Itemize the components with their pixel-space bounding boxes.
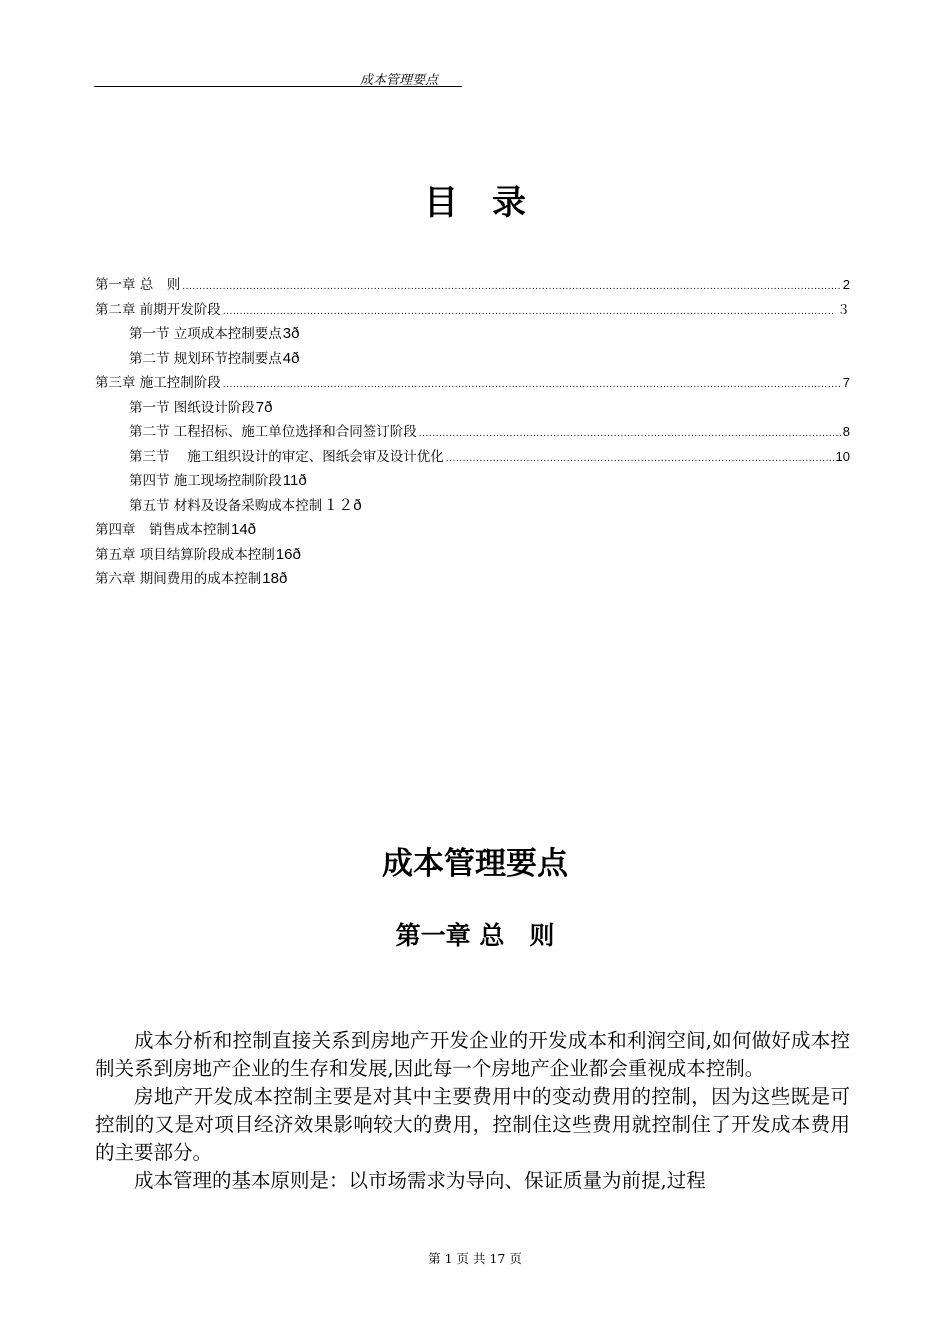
toc-entry-page: 18ð (262, 570, 288, 587)
toc-entry-label: 第二节 工程招标、施工单位选择和合同签订阶段 (129, 424, 417, 440)
toc-entry[interactable] (95, 567, 850, 592)
toc-entry-label: 第二章 前期开发阶段 (95, 301, 221, 318)
toc-entry-page: 4ð (282, 349, 300, 367)
toc-entry[interactable] (95, 494, 850, 519)
toc-entry-label: 第三章 施工控制阶段 (95, 375, 221, 391)
toc-leader-dots (419, 422, 841, 447)
toc-entry-label: 第一节 图纸设计阶段 (129, 399, 255, 416)
toc-entry[interactable] (95, 543, 850, 568)
toc-entry-label: 第二节 规划环节控制要点 (129, 350, 282, 367)
toc-entry[interactable] (95, 371, 850, 396)
toc-entry-page: ３ (836, 301, 850, 317)
toc-entry[interactable] (95, 445, 850, 470)
toc-entry-label: 第五章 项目结算阶段成本控制 (95, 546, 275, 563)
toc-entry[interactable] (95, 347, 850, 372)
toc-entry-page: 16ð (275, 545, 301, 563)
toc-entry[interactable] (95, 396, 850, 421)
toc-entry-page: 2 (842, 277, 850, 292)
paragraph: 成本分析和控制直接关系到房地产开发企业的开发成本和利润空间,如何做好成本控制关系到房地产企业的生存和发展,因此每一个房地产企业都会重视成本控制。 (95, 1029, 850, 1080)
toc-entry-label: 第一章 总 则 (95, 277, 181, 293)
toc-entry-page: 11ð (282, 472, 307, 489)
toc-entry-page: 3ð (282, 325, 300, 342)
running-header: 成本管理要点 (360, 73, 439, 88)
toc-entry-page: 10 (835, 448, 850, 464)
toc-entry-label: 第三节 施工组织设计的审定、图纸会审及设计优化 (129, 448, 444, 465)
toc-entry[interactable] (95, 420, 850, 445)
toc-entry-page: 8 (842, 424, 850, 439)
toc-entry-label: 第一节 立项成本控制要点 (129, 326, 282, 342)
toc-entry-page: １２ð (323, 496, 362, 514)
body-text (95, 1027, 850, 1195)
toc-entry[interactable] (95, 298, 850, 323)
toc-leader-dots (182, 275, 840, 300)
toc-leader-dots (446, 447, 834, 472)
toc-entry[interactable] (95, 322, 850, 347)
chapter-title: 第一章 总 则 (395, 921, 555, 950)
paragraph: 成本管理的基本原则是：以市场需求为导向、保证质量为前提,过程 (134, 1169, 706, 1192)
toc-leader-dots (223, 373, 841, 398)
toc-entry-label: 第六章 期间费用的成本控制 (95, 571, 262, 587)
toc-entry[interactable] (95, 273, 850, 298)
toc-entry-label: 第四节 施工现场控制阶段 (129, 473, 282, 489)
table-of-contents (95, 273, 850, 592)
toc-entry-page: 7 (842, 375, 850, 390)
toc-title: 目录 (424, 183, 560, 223)
page-footer: 第 1 页 共 17 页 (428, 1251, 522, 1266)
toc-entry-label: 第五节 材料及设备采购成本控制 (129, 497, 323, 514)
toc-leader-dots (223, 300, 835, 325)
paragraph: 房地产开发成本控制主要是对其中主要费用中的变动费用的控制，因为这些既是可控制的又是对项目经济效果影响较大的费用，控制住这些费用就控制住了开发成本费用的主要部分。 (95, 1085, 850, 1164)
toc-entry-label: 第四章 销售成本控制 (95, 522, 230, 538)
toc-entry[interactable] (95, 469, 850, 494)
toc-entry-page: 7ð (255, 398, 273, 416)
toc-entry[interactable] (95, 518, 850, 543)
toc-entry-page: 14ð (231, 521, 257, 538)
document-title: 成本管理要点 (382, 846, 568, 882)
